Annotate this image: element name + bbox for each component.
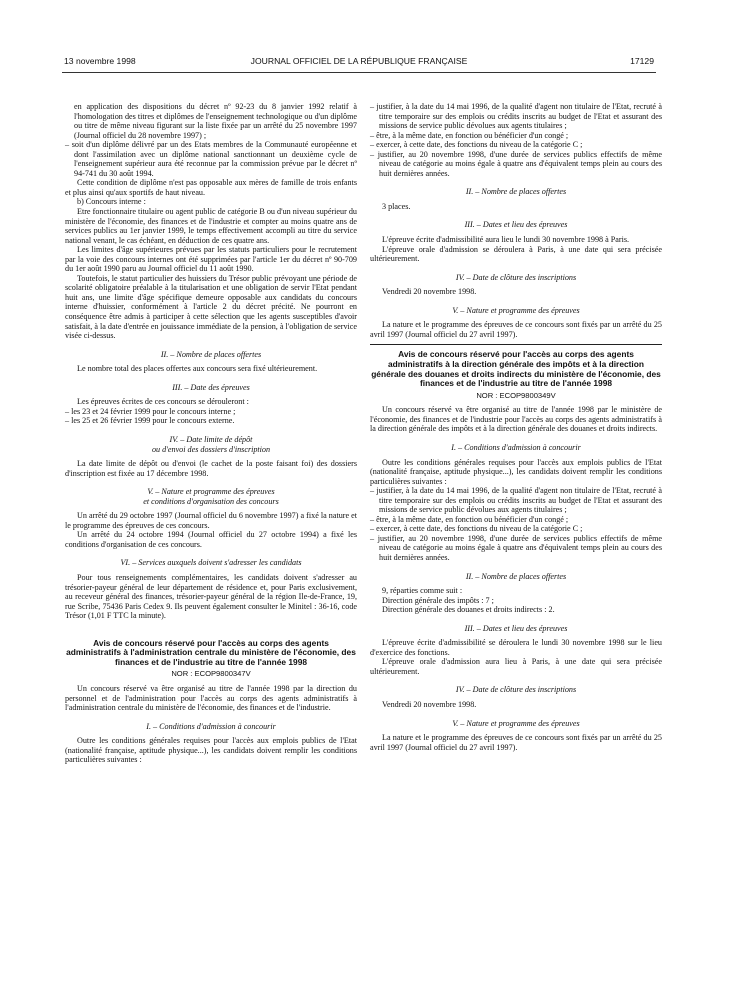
section-heading: V. – Nature et programme des épreuves — [452, 718, 580, 728]
list-item: – justifier, à la date du 14 mai 1996, de la qualité d'agent non titulaire de l'Etat, recruté à titre temporaire sur des emplois ou crédits inscrits au budget de l'Etat et assurant des missions de service public dévolues aux agents titulaires ; — [370, 102, 662, 131]
paragraph: Outre les conditions générales requises pour l'accès aux emplois publics de l'Etat (nationalité française, aptitude physique...), les candidats doivent remplir les conditions particulières suivantes : — [65, 736, 357, 765]
section-heading: IV. – Date de clôture des inscriptions — [455, 685, 577, 695]
notice-title: Avis de concours réservé pour l'accès au corps des agents administratifs à l'administration centrale du ministère de l'économie, des finances et de l'industrie au titre de l'année 1998 — [66, 637, 356, 667]
section-heading: III. – Date des épreuves — [172, 382, 250, 392]
notice-title: Avis de concours réservé pour l'accès au corps des agents administratifs à la direction générale des impôts et à la direction générale des douanes et droits indirects du ministère de l'économie, des finances et de l'industrie au titre de l'année 1998 — [371, 349, 661, 389]
list-item: – être, à la même date, en fonction ou bénéficier d'un congé ; — [370, 130, 569, 140]
section-heading: V. – Nature et programme des épreuves — [147, 487, 275, 497]
list-item: – justifier, au 20 novembre 1998, d'une durée de services publics effectifs de même niveau de catégorie au moins égale à quatre ans d'équivalent temps plein au cours des huit dernières années. — [370, 149, 662, 178]
paragraph: L'épreuve orale d'admission aura lieu à Paris, à une date qui sera précisée ultérieurement. — [370, 657, 662, 676]
paragraph: Les limites d'âge supérieures prévues par les statuts particuliers pour le recrutement par la voie des concours internes ont été supprimées par l'article 1er du décret nº 90-709 du 1er août 1990 paru au Journal officiel du 11 août 1990. — [65, 245, 357, 274]
list-item: – soit d'un diplôme délivré par un des Etats membres de la Communauté européenne et dont l'assimilation avec un diplôme national sanctionnant un deuxième cycle de l'enseignement supérieur aura été reconnue par la commission prévue par le décret nº 94-741 du 30 août 1994. — [65, 140, 357, 178]
header-date: 13 novembre 1998 — [64, 56, 136, 66]
paragraph: La date limite de dépôt ou d'envoi (le cachet de la poste faisant foi) des dossiers d'inscription est fixée au 17 décembre 1998. — [65, 459, 357, 478]
nor-reference: NOR : ECOP9800349V — [476, 390, 556, 400]
header-page-number: 17129 — [630, 56, 654, 66]
section-heading-line2: et conditions d'organisation des concours — [143, 496, 279, 506]
list-item: – exercer, à cette date, des fonctions du niveau de la catégorie C ; — [370, 140, 583, 150]
paragraph: Vendredi 20 novembre 1998. — [382, 287, 477, 297]
paragraph: Cette condition de diplôme n'est pas opposable aux mères de famille de trois enfants et plus ainsi qu'aux sportifs de haut niveau. — [65, 178, 357, 197]
paragraph: Un arrêté du 24 octobre 1994 (Journal officiel du 27 octobre 1994) a fixé les conditions d'organisation de ces concours. — [65, 530, 357, 549]
paragraph: La nature et le programme des épreuves de ce concours sont fixés par un arrêté du 25 avril 1997 (Journal officiel du 27 avril 1997). — [370, 733, 662, 752]
list-item: – justifier, au 20 novembre 1998, d'une durée de services publics effectifs de même niveau de catégorie au moins égale à quatre ans d'équivalent temps plein au cours des huit dernières années. — [370, 533, 662, 562]
section-heading: II. – Nombre de places offertes — [160, 349, 262, 359]
section-heading: II. – Nombre de places offertes — [465, 187, 567, 197]
paragraph: Pour tous renseignements complémentaires, les candidats doivent s'adresser au trésorier-payeur général de leur département de résidence et, pour Paris exclusivement, au receveur général des finances, trésorier-payeur général de la région Ile-de-France, 19, rue Scribe, 75436 Paris Cedex 9. Ils peuvent également consulter le Minitel : 36-16, code Trésor (1,01 F TTC la minute). — [65, 572, 357, 621]
section-heading: I. – Conditions d'admission à concourir — [451, 442, 581, 452]
section-heading: V. – Nature et programme des épreuves — [452, 305, 580, 315]
paragraph: Direction générale des impôts : 7 ; — [382, 595, 494, 605]
paragraph: Vendredi 20 novembre 1998. — [382, 699, 477, 709]
section-heading: III. – Dates et lieu des épreuves — [464, 220, 568, 230]
paragraph: L'épreuve orale d'admission se déroulera à Paris, à une date qui sera précisée ultérieurement. — [370, 244, 662, 264]
paragraph: Un arrêté du 29 octobre 1997 (Journal officiel du 6 novembre 1997) a fixé la nature et le programme des épreuves de ces concours. — [65, 511, 357, 530]
paragraph: Un concours réservé va être organisé au titre de l'année 1998 par le ministère de l'économie, des finances et de l'industrie pour l'accès au corps des agents administratifs à la direction générale des impôts et à la direction générale des douanes et droits indirects. — [370, 405, 662, 434]
right-column — [370, 102, 662, 752]
list-item: – être, à la même date, en fonction ou bénéficier d'un congé ; — [370, 514, 569, 524]
section-heading: IV. – Date limite de dépôt — [169, 434, 253, 444]
section-heading: IV. – Date de clôture des inscriptions — [455, 272, 577, 282]
paragraph: 3 places. — [382, 201, 411, 211]
list-item: – les 23 et 24 février 1999 pour le concours interne ; — [65, 406, 236, 416]
paragraph: Les épreuves écrites de ces concours se dérouleront : — [77, 397, 249, 407]
header-journal-title: JOURNAL OFFICIEL DE LA RÉPUBLIQUE FRANÇAISE — [250, 56, 468, 66]
paragraph: Outre les conditions générales requises pour l'accès aux emplois publics de l'Etat (nationalité française, aptitude physique...), les candidats doivent remplir les conditions particulières suivantes : — [370, 457, 662, 486]
section-heading: I. – Conditions d'admission à concourir — [146, 721, 276, 731]
list-item: – les 25 et 26 février 1999 pour le concours externe. — [65, 416, 235, 426]
subheading: b) Concours interne : — [77, 197, 146, 207]
list-item: – exercer, à cette date, des fonctions du niveau de la catégorie C ; — [370, 524, 583, 534]
paragraph: L'épreuve écrite d'admissibilité se déroulera le lundi 30 novembre 1998 sur le lieu d'exercice des fonctions. — [370, 638, 662, 657]
paragraph: en application des dispositions du décret nº 92-23 du 8 janvier 1992 relatif à l'homologation des titres et diplômes de l'enseignement technologique ou d'un diplôme ou titre de même niveau figurant sur la liste fixée par un arrêté du 25 novembre 1997 (Journal officiel du 28 novembre 1997) ; — [74, 102, 357, 140]
list-item: – justifier, à la date du 14 mai 1996, de la qualité d'agent non titulaire de l'Etat, recruté à titre temporaire sur des emplois ou crédits inscrits au budget de l'Etat et assurant des missions de service public dévolues aux agents titulaires ; — [370, 486, 662, 515]
left-column — [65, 102, 357, 765]
paragraph: Un concours réservé va être organisé au titre de l'année 1998 par la direction du personnel et de l'administration pour l'accès au corps des agents administratifs à l'administration centrale du ministère de l'économie, des finances et de l'industrie. — [65, 684, 357, 713]
section-heading: VI. – Services auxquels doivent s'adresser les candidats — [120, 558, 302, 568]
header-rule — [62, 72, 656, 73]
nor-reference: NOR : ECOP9800347V — [171, 669, 251, 679]
paragraph: La nature et le programme des épreuves de ce concours sont fixés par un arrêté du 25 avril 1997 (Journal officiel du 27 avril 1997). — [370, 320, 662, 339]
paragraph: Direction générale des douanes et droits indirects : 2. — [382, 605, 555, 615]
paragraph: Etre fonctionnaire titulaire ou agent public de catégorie B ou d'un niveau supérieur du ministère de l'économie, des finances et de l'industrie et compter au moins quatre ans de services publics au 1er janvier 1999, le temps effectivement accompli au titre du service national venant, le cas échéant, en déduction de ces quatre ans. — [65, 207, 357, 245]
paragraph: L'épreuve écrite d'admissibilité aura lieu le lundi 30 novembre 1998 à Paris. — [382, 235, 630, 245]
page-header — [64, 56, 654, 70]
paragraph: 9, réparties comme suit : — [382, 586, 463, 596]
paragraph: Le nombre total des places offertes aux concours sera fixé ultérieurement. — [77, 364, 318, 374]
section-heading-line2: ou d'envoi des dossiers d'inscription — [151, 444, 271, 454]
section-heading: III. – Dates et lieu des épreuves — [464, 623, 568, 633]
section-heading: II. – Nombre de places offertes — [465, 571, 567, 581]
paragraph: Toutefois, le statut particulier des huissiers du Trésor public prévoyant une période de scolarité obligatoire préalable à la titularisation et une obligation de servir l'Etat pendant huit ans, une limite d'âge spécifique demeure opposable aux candidats du concours interne d'huissier, conformément à l'article 2 du décret précité. Ne pourront en conséquence être admis à participer à cette sélection que les agents susceptibles d'avoir satisfait, à la date d'entrée en jouissance immédiate de la pension, à l'obligation de service visée ci-dessus. — [65, 273, 357, 341]
